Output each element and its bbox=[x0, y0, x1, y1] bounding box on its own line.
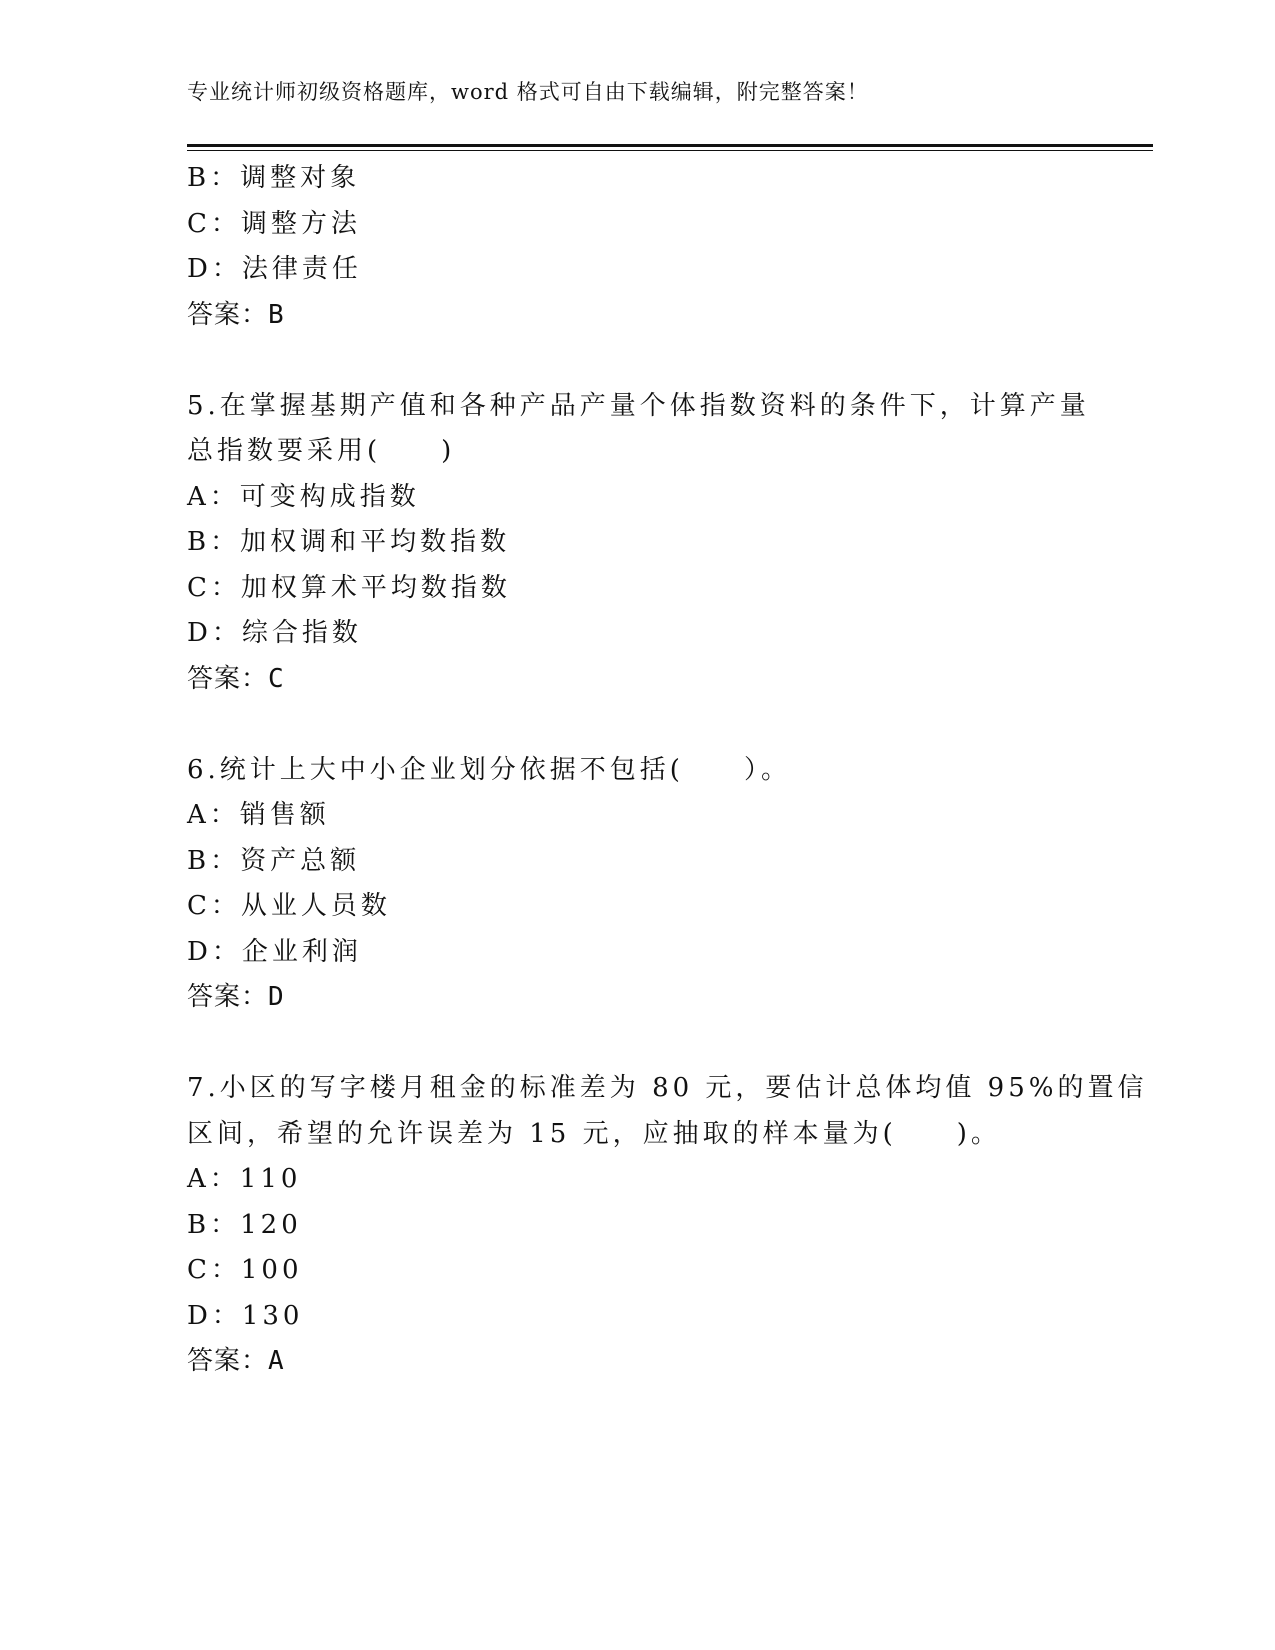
option-line: B：120 bbox=[187, 1209, 302, 1240]
spacer bbox=[187, 702, 1087, 748]
answer-line: 答案：B bbox=[187, 299, 285, 330]
header-rule-thin bbox=[187, 150, 1153, 151]
answer-line: 答案：C bbox=[187, 663, 285, 694]
option-line: B：加权调和平均数指数 bbox=[187, 527, 511, 557]
option-line: A：110 bbox=[187, 1164, 302, 1194]
question-6 bbox=[187, 748, 1087, 1021]
question-list bbox=[187, 156, 1148, 1385]
option-line: C：加权算术平均数指数 bbox=[187, 572, 511, 603]
spacer bbox=[187, 338, 1087, 384]
question-text: 区间，希望的允许误差为 15 元，应抽取的样本量为( )。 bbox=[187, 1118, 1001, 1149]
header-rule-thick bbox=[187, 144, 1153, 147]
option-line: D：综合指数 bbox=[187, 618, 362, 648]
question-5 bbox=[187, 384, 1090, 703]
answer-line: 答案：A bbox=[187, 1346, 285, 1376]
option-line: B：调整对象 bbox=[187, 163, 361, 193]
option-line: D：130 bbox=[187, 1300, 304, 1331]
option-line: C：100 bbox=[187, 1255, 303, 1285]
question-7 bbox=[187, 1066, 1148, 1385]
option-line: A：可变构成指数 bbox=[187, 481, 420, 512]
option-line: A：销售额 bbox=[187, 800, 330, 830]
question-text: 总指数要采用( ) bbox=[187, 436, 456, 466]
option-line: D：法律责任 bbox=[187, 254, 362, 284]
question-text: 5.在掌握基期产值和各种产品产量个体指数资料的条件下，计算产量 bbox=[187, 390, 1090, 421]
question-text: 7.小区的写字楼月租金的标准差为 80 元，要估计总体均值 95%的置信 bbox=[187, 1073, 1148, 1103]
option-line: D：企业利润 bbox=[187, 936, 362, 967]
option-line: B：资产总额 bbox=[187, 845, 361, 876]
answer-line: 答案：D bbox=[187, 982, 285, 1012]
spacer bbox=[187, 1021, 1087, 1067]
document-header: 专业统计师初级资格题库，word 格式可自由下载编辑，附完整答案！ bbox=[187, 80, 869, 104]
question-text: 6.统计上大中小企业划分依据不包括( ）。 bbox=[187, 754, 791, 785]
option-line: C：从业人员数 bbox=[187, 891, 391, 921]
option-line: C：调整方法 bbox=[187, 208, 361, 239]
